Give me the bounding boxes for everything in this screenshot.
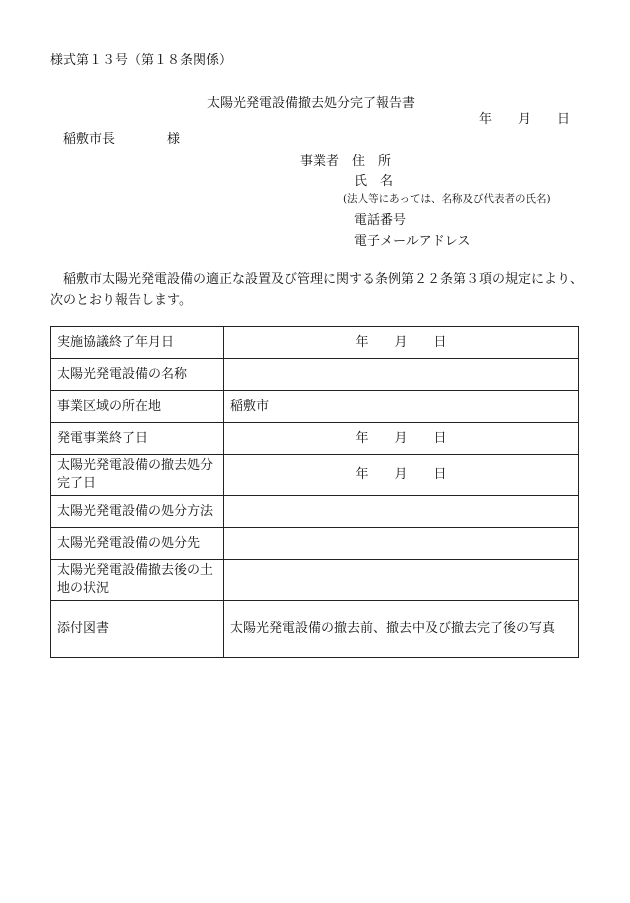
row-label: 事業区域の所在地 bbox=[51, 391, 224, 423]
row-value: 年 月 日 bbox=[224, 455, 579, 496]
table-row bbox=[51, 423, 579, 455]
body-text-line2: 次のとおり報告します。 bbox=[50, 293, 192, 308]
body-text-line1: 稲敷市太陽光発電設備の適正な設置及び管理に関する条例第２２条第３項の規定により、 bbox=[63, 272, 584, 287]
row-value bbox=[224, 359, 579, 391]
row-label bbox=[51, 455, 224, 496]
operator-name-note: (法人等にあっては、名称及び代表者の氏名) bbox=[343, 193, 551, 205]
row-label-line2: 完了日 bbox=[57, 476, 97, 491]
row-label: 実施協議終了年月日 bbox=[51, 327, 224, 359]
email-label: 電子メールアドレス bbox=[354, 234, 471, 249]
report-table bbox=[50, 326, 579, 658]
row-value: 稲敷市 bbox=[224, 391, 579, 423]
row-label-line1: 太陽光発電設備の撤去処分 bbox=[57, 458, 214, 473]
row-label: 添付図書 bbox=[51, 601, 224, 658]
addressee: 稲敷市長 様 bbox=[63, 132, 181, 147]
table-row bbox=[51, 560, 579, 601]
row-value: 年 月 日 bbox=[224, 327, 579, 359]
table-row bbox=[51, 601, 579, 658]
row-label: 太陽光発電設備の名称 bbox=[51, 359, 224, 391]
table-row bbox=[51, 528, 579, 560]
row-value: 年 月 日 bbox=[224, 423, 579, 455]
document-title: 太陽光発電設備撤去処分完了報告書 bbox=[207, 96, 416, 111]
row-label bbox=[51, 560, 224, 601]
table-row bbox=[51, 327, 579, 359]
table-row bbox=[51, 391, 579, 423]
row-label-line2: 地の状況 bbox=[57, 581, 110, 596]
row-value bbox=[224, 496, 579, 528]
table-row bbox=[51, 359, 579, 391]
row-label: 太陽光発電設備の処分方法 bbox=[51, 496, 224, 528]
row-label-line1: 太陽光発電設備撤去後の土 bbox=[57, 563, 214, 578]
row-label: 発電事業終了日 bbox=[51, 423, 224, 455]
operator-address-label: 事業者 住 所 bbox=[300, 154, 392, 169]
row-value: 太陽光発電設備の撤去前、撤去中及び撤去完了後の写真 bbox=[224, 601, 579, 658]
row-value bbox=[224, 528, 579, 560]
row-value bbox=[224, 560, 579, 601]
row-label: 太陽光発電設備の処分先 bbox=[51, 528, 224, 560]
date-line: 年 月 日 bbox=[479, 112, 571, 127]
table-row bbox=[51, 455, 579, 496]
phone-label: 電話番号 bbox=[354, 213, 407, 228]
form-number: 様式第１３号（第１８条関係） bbox=[50, 53, 233, 68]
operator-name-label: 氏 名 bbox=[354, 174, 394, 189]
table-row bbox=[51, 496, 579, 528]
